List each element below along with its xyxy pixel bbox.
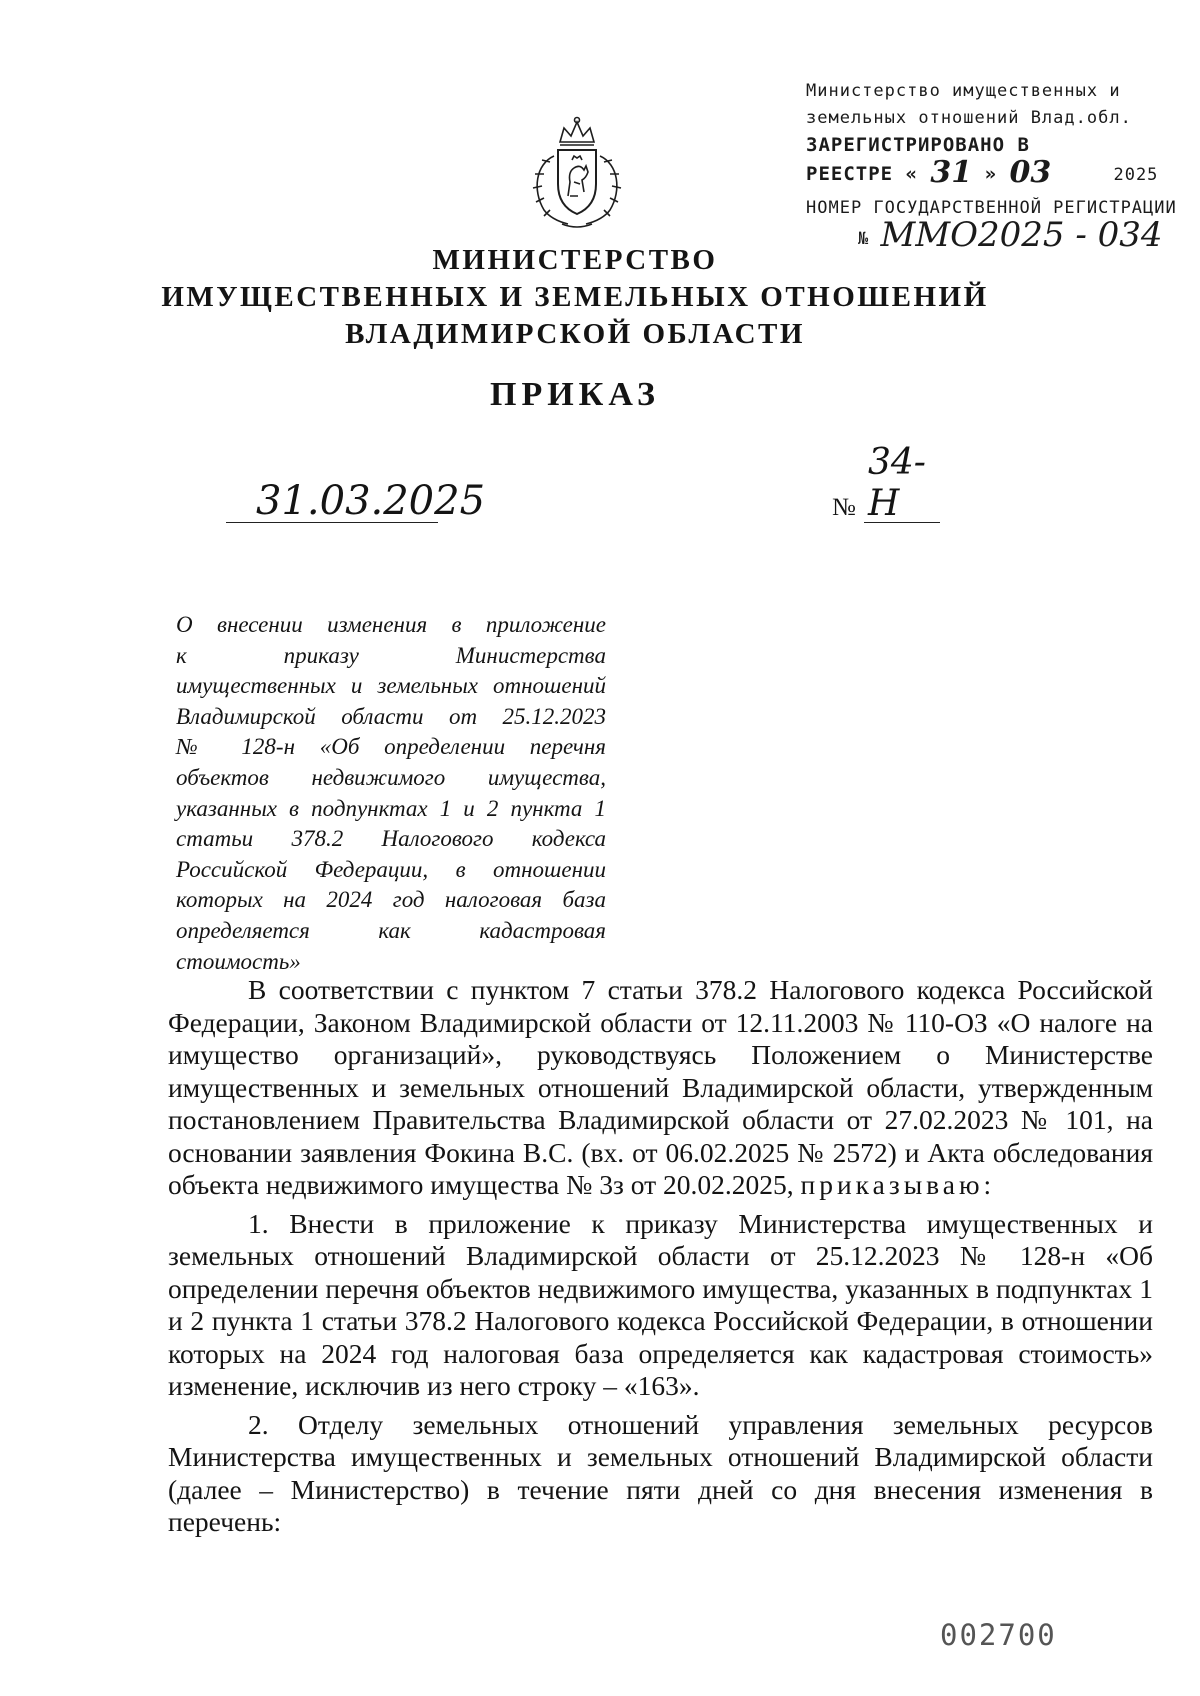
order-subject bbox=[176, 610, 606, 977]
preamble-text: В соответствии с пунктом 7 статьи 378.2 Налогового кодекса Российской Федерации, Законом Владимирской области от 12.11.2003 № 110-ОЗ «О налоге на имущество организаций», руководствуясь Положением о Министерстве имущественных и земельных отношений Владимирской области, утвержденным постановлением Правительства Владимирской области от 27.02.2023 № 101, на основании заявления Фокина В.С. (вх. от 06.02.2025 № 2572) и Акта обследования объекта недвижимого имущества № 3з от 20.02.2025, bbox=[168, 974, 1153, 1200]
subject-line: которых на 2024 год налоговая база bbox=[176, 887, 606, 913]
order-number-sign: № bbox=[832, 494, 856, 521]
order-number: 34-Н bbox=[868, 442, 926, 524]
stamp-line-4 bbox=[806, 155, 1159, 190]
subject-line: имущественных и земельных отношений bbox=[176, 673, 606, 699]
stamp-line-3: ЗАРЕГИСТРИРОВАНО В bbox=[806, 134, 1030, 156]
order-date: 31.03.2025 bbox=[256, 478, 486, 524]
stamp-reg-month: 03 bbox=[1009, 155, 1052, 190]
order-number-field bbox=[864, 442, 940, 524]
subject-line: стоимость» bbox=[176, 948, 301, 974]
stamp-line-2: земельных отношений Влад.обл. bbox=[806, 108, 1132, 128]
ministry-line-1: МИНИСТЕРСТВО bbox=[432, 244, 718, 276]
stamp-registry-label: РЕЕСТРЕ « bbox=[806, 163, 918, 185]
body-paragraph-item-2: 2. Отделу земельных отношений управления земельных ресурсов Министерства имущественных и земельных отношений Владимирской области (далее – Министерство) в течение пяти дней со дня внесения изменения в перечень: bbox=[168, 1408, 1153, 1537]
stamp-reg-year: 2025 bbox=[1113, 165, 1159, 185]
stamp-line-5: НОМЕР ГОСУДАРСТВЕННОЙ РЕГИСТРАЦИИ bbox=[806, 198, 1177, 218]
ministry-name bbox=[0, 242, 1150, 353]
subject-line: Российской Федерации, в отношении bbox=[176, 856, 606, 882]
coat-of-arms-icon bbox=[522, 112, 632, 232]
stamp-reg-day: 31 bbox=[930, 155, 973, 190]
subject-line: объектов недвижимого имущества, bbox=[176, 764, 606, 790]
subject-line: к приказу Министерства bbox=[176, 642, 606, 668]
document-type-title: ПРИКАЗ bbox=[490, 376, 660, 413]
ministry-line-3: ВЛАДИМИРСКОЙ ОБЛАСТИ bbox=[345, 318, 805, 350]
body-paragraph-item-1: 1. Внести в приложение к приказу Министерства имущественных и земельных отношений Владимирской области от 25.12.2023 № 128-н «Об определении перечня объектов недвижимого имущества, указанных в подпунктах 1 и 2 пункта 1 статьи 378.2 Налогового кодекса Российской Федерации, в отношении которых на 2024 год налоговая база определяется как кадастровая стоимость» изменение, исключив из него строку – «163». bbox=[168, 1207, 1153, 1401]
stamp-reg-number: ММО2025 - 034 bbox=[880, 215, 1163, 255]
subject-line: Владимирской области от 25.12.2023 bbox=[176, 703, 606, 729]
stamp-number-sign: № bbox=[858, 229, 870, 249]
body-paragraph-preamble bbox=[168, 974, 1153, 1202]
subject-line: указанных в подпунктах 1 и 2 пункта 1 bbox=[176, 795, 606, 821]
order-action-word: приказываю: bbox=[800, 1169, 996, 1200]
registration-stamp bbox=[806, 78, 1177, 255]
subject-line: № 128-н «Об определении перечня bbox=[176, 734, 606, 760]
order-date-field bbox=[226, 474, 486, 524]
subject-line: определяется как кадастровая bbox=[176, 917, 606, 943]
subject-line: О внесении изменения в приложение bbox=[176, 612, 606, 637]
stamp-quote: » bbox=[984, 163, 998, 185]
ministry-line-2: ИМУЩЕСТВЕННЫХ И ЗЕМЕЛЬНЫХ ОТНОШЕНИЙ bbox=[161, 281, 989, 313]
page-serial-mark: 002700 bbox=[940, 1618, 1057, 1652]
stamp-line-1: Министерство имущественных и bbox=[806, 81, 1121, 101]
subject-line: статьи 378.2 Налогового кодекса bbox=[176, 826, 606, 852]
order-body bbox=[168, 974, 1153, 1539]
